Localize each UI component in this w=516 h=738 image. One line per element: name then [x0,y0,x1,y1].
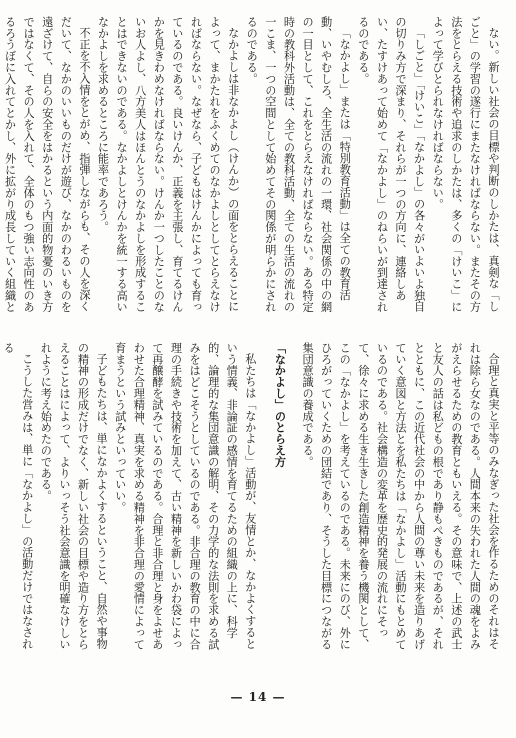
lower-text-section [2,342,502,654]
spacer [289,342,297,654]
paragraph: なかよしは非なかよし（けんか）の面をとらえることによって、まかたれをふくめてのなかよしとしてとらえなければならない。なぜなら、子どもはけんかによっても育っているのである。良いけんか、正義を主張し、育てるけんかを見きわめなければならない。けんか一つしたことのないお人よし、八方美人はほんとうのなかよしを形成することはできないのである。なかよしとけんかを統一する高いなかよしを求めるところに能率であろう。 [96,16,240,313]
spacer [259,342,267,654]
section-heading: 「なかよし」のとらえ方 [273,342,288,468]
paragraph: 不正を不入情をとがめ、指弾しながらも、その人を深くだいて、なかのいいものだけが遊び、なかのわるいものを遠ざけて、自らの安全をはかるという内面的物憂のいき方ではなくて、その人を入れて、全体のもつ強い志向性のあるろうぼに入れてとかし、外に拡がり成長していく組織と [3,16,91,313]
paragraph: 子どもたちは、単になかよくするということ、自然や事物の精神の形成だけでなく、新しい社会の目標や造り方をとらえることはによって、よりいっそう社会意識を明確なけしいれように考え始めたのである。 [39,342,109,650]
paragraph: 私たちは「なかよし」活動が、友情とか、なかよくするという情義、非論証の感情を育てるための組織の上に、科学的、論理的な集団意識の解明、その力学的な法則を求める試みをはどこそうとしているのである。非合理の教育の中に合理の手続きや技術を加えて、古い精神を新しいかわ袋によって再醸酵を試みているのである。合理と非合理と身をよせあわせた合理精神、真実を求める精神を非合理の愛情によって育まうという試みといっていい。 [113,342,257,650]
paragraph: こうした営みは、単に「なかよし」の活動だけではなされる [2,342,34,650]
page-number: — 14 — [230,690,286,704]
paragraph: 合理と真実と平等のみなぎった社会を作るためのそれはそれは除ら女なのである。人間本来の失われた人間の魂をよみがえらせるための教育ともいえる。その意味で、上述の武士と友人の話は私どもの根であり静もぺきものであるが、それとともに、この近代社会の中から人間の尊い未来を造りあげていく意図と方法とを私たちは「なかよし」活動にもとめているのである。社会構造の変革を歴史的発展の流れにそって、徐々に求める生き生きした創造精神を養う機関として、この「なかよし」を考えているのである。未来にのび、外にひろがっていくための団結であり、そうした目標につながる集団意識の養成である。 [301,342,500,650]
paragraph: ない。新しい社会の目標や判断のしかたは、真剣な「しごと」の学習の遂行にまたなければならない。またその方法をとらえる技術や追求のしかたは、多くの「けいこ」によって学びとられなければならない。 [431,16,500,313]
upper-text-section [3,16,502,322]
paragraph: 「なかよし」または「特別教育活動」は全ての教育活動、いやむしろ、全生活の流れの一環、社会関係の中の網の一目として、これをとらえなければならない。ある特定時の教科外活動は、全ての教科活動、全ての生活の流れの一こま、一つの空間として始めてその関係が明らかにされるのである。 [245,16,352,313]
paragraph: 「しごと」「けいこ」「なかよし」の各々がいよいよ独自の切りみ方で深まり、それらが一つの方向に、連絡しあい、たすけあって始めて「なかよし」のねらいが到達されるのである。 [356,16,426,313]
